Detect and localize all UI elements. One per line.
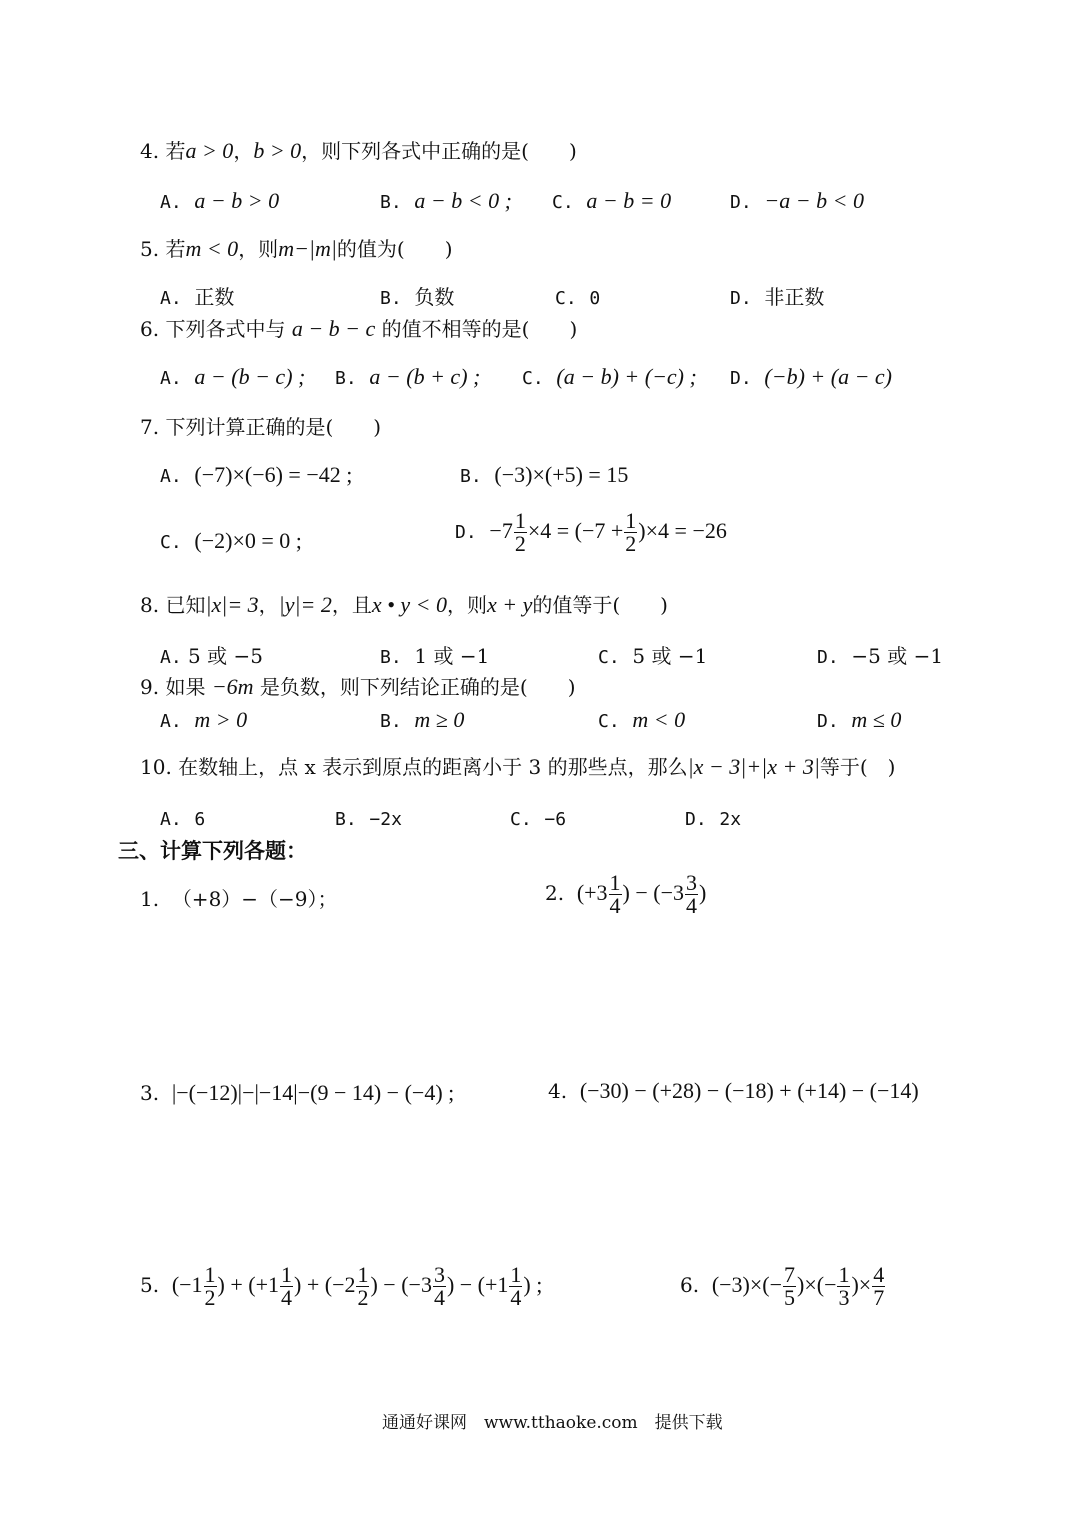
fraction: $\frac{1}{2}$ — [514, 508, 526, 556]
option-d: D. 2x — [685, 809, 742, 830]
option-d: D. m ≤ 0 — [817, 707, 902, 732]
question-7-options-ab — [160, 462, 1060, 488]
fraction: $\frac{1}{2}$ — [204, 1262, 216, 1310]
option-a: A. m > 0 — [160, 707, 248, 732]
question-5-options — [160, 284, 1060, 310]
option-b: B. m ≥ 0 — [380, 707, 465, 732]
question-9-options — [160, 707, 1060, 733]
option-c: C. m < 0 — [598, 707, 686, 732]
section-title: 三、计算下列各题： — [118, 839, 307, 863]
fraction: $\frac{1}{4}$ — [609, 870, 621, 918]
problem-5: 5. (−1 $\frac{1}{2}$ ) + (+1 $\frac{1}{4}$ ) + (−2 $\frac{1}{2}$ ) − (−3 $\frac{3}{4}$ ) − (+1 $\frac{1}{4}$ ) ; — [140, 1262, 543, 1310]
option-d: D. −5 或 −1 — [817, 644, 944, 668]
option-d: D. −a − b < 0 — [730, 188, 864, 213]
question-6-stem: 6. 下列各式中与 a − b − c 的值不相等的是( ) — [140, 316, 578, 341]
question-4-options — [160, 188, 1060, 214]
option-b: B. a − (b + c) ; — [335, 364, 481, 389]
fraction: $\frac{7}{5}$ — [784, 1262, 796, 1310]
option-d: D. −7 $\frac{1}{2}$ ×4 = (−7 + $\frac{1}{2}$ )×4 = −26 — [455, 508, 727, 556]
footer-credit: 通通好课网 www.tthaoke.com 提供下载 — [382, 1413, 723, 1433]
option-c: C. (−2)×0 = 0 ; — [160, 528, 302, 553]
option-b: B. (−3)×(+5) = 15 — [460, 462, 629, 487]
option-b: B. 负数 — [380, 285, 455, 309]
option-c: C. 5 或 −1 — [598, 644, 708, 668]
question-6-options — [160, 364, 1060, 390]
question-7-options-cd — [160, 510, 1060, 570]
fraction: $\frac{1}{2}$ — [625, 508, 637, 556]
fraction: $\frac{3}{4}$ — [686, 870, 698, 918]
fraction: $\frac{1}{4}$ — [281, 1262, 293, 1310]
problem-4: 4. (−30) − (+28) − (−18) + (+14) − (−14) — [548, 1078, 919, 1103]
option-d: D. 非正数 — [730, 285, 825, 309]
fraction: $\frac{3}{4}$ — [433, 1262, 445, 1310]
option-c: C. (a − b) + (−c) ; — [522, 364, 697, 389]
option-c: C. 0 — [555, 288, 601, 309]
option-b: B. 1 或 −1 — [380, 644, 490, 668]
option-a: A. a − b > 0 — [160, 188, 280, 213]
problem-2: 2. (+3 $\frac{1}{4}$ ) − (−3 $\frac{3}{4}$ ) — [545, 870, 707, 918]
question-8-options — [160, 643, 1060, 669]
problem-6: 6. (−3)×(− $\frac{7}{5}$ )×(− $\frac{1}{3}$ )× $\frac{4}{7}$ — [680, 1262, 885, 1310]
option-c: C. a − b = 0 — [552, 188, 672, 213]
option-a: A. 6 — [160, 809, 206, 830]
option-d: D. (−b) + (a − c) — [730, 364, 893, 389]
problem-1: 1. （+8）−（−9）； — [140, 887, 338, 911]
option-b: B. a − b < 0 ; — [380, 188, 512, 213]
option-c: C. −6 — [510, 809, 567, 830]
fraction: $\frac{1}{3}$ — [838, 1262, 850, 1310]
question-10-options — [160, 805, 1060, 831]
fraction: $\frac{4}{7}$ — [873, 1262, 885, 1310]
question-number: 4. — [140, 139, 160, 163]
problem-3: 3. |−(−12)|−|−14|−(9 − 14) − (−4) ; — [140, 1080, 455, 1105]
question-7-stem: 7. 下列计算正确的是( ) — [140, 415, 382, 439]
question-5-stem: 5. 若m < 0，则m−|m|的值为( ) — [140, 236, 453, 261]
option-b: B. −2x — [335, 809, 402, 830]
fraction: $\frac{1}{2}$ — [357, 1262, 369, 1310]
question-4-stem: 4. 若a > 0，b > 0，则下列各式中正确的是( ) — [140, 138, 577, 163]
question-10-stem: 10. 在数轴上，点 x 表示到原点的距离小于 3 的那些点，那么|x − 3|+|x + 3|等于( ) — [140, 754, 896, 779]
option-a: A. (−7)×(−6) = −42 ; — [160, 462, 353, 487]
question-9-stem: 9. 如果 −6m 是负数，则下列结论正确的是( ) — [140, 674, 576, 699]
fraction: $\frac{1}{4}$ — [510, 1262, 522, 1310]
option-a: A. a − (b − c) ; — [160, 364, 306, 389]
question-8-stem: 8. 已知|x|= 3，|y|= 2，且x • y < 0，则x + y的值等于( ) — [140, 592, 668, 617]
option-a: A. 5 或 −5 — [160, 644, 263, 668]
option-a: A. 正数 — [160, 285, 235, 309]
